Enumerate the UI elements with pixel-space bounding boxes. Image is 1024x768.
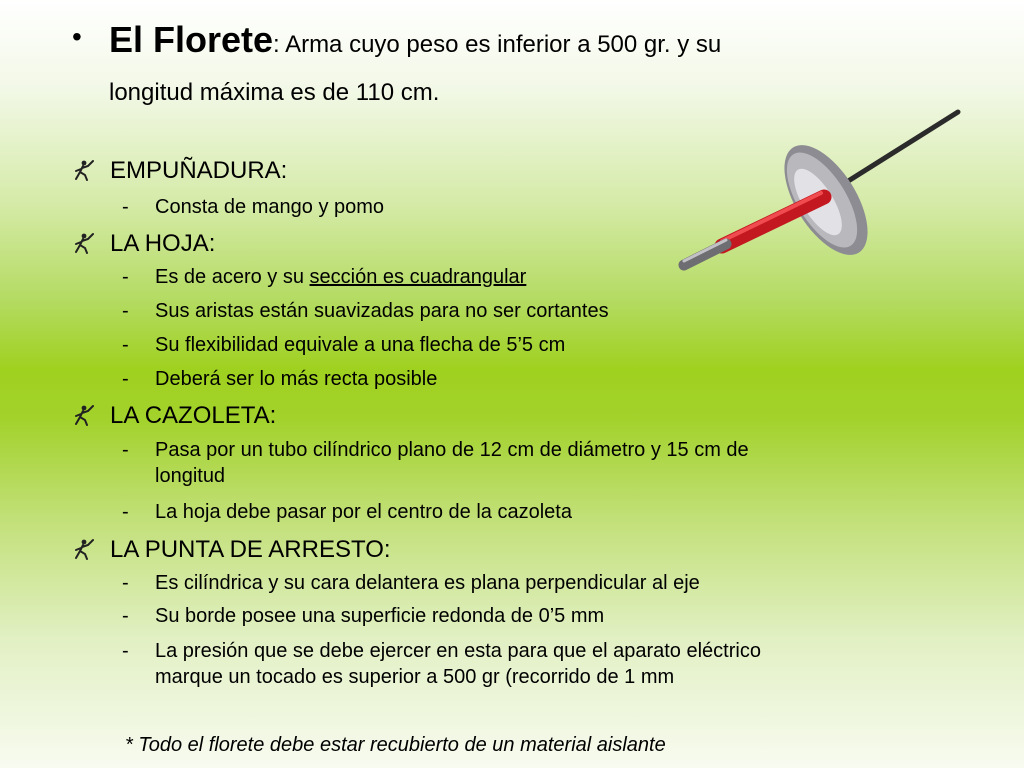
- list-dash: -: [122, 334, 129, 356]
- list-item-text: Sus aristas están suavizadas para no ser cortantes: [155, 300, 609, 322]
- fencer-icon: [72, 159, 94, 181]
- list-dash: -: [122, 368, 129, 390]
- list-item-prefix: Es de acero y su: [155, 266, 310, 288]
- list-item-underlined: sección es cuadrangular: [309, 266, 527, 288]
- list-item-text: Pasa por un tubo cilíndrico plano de 12 cm de diámetro y 15 cm de: [155, 439, 749, 461]
- list-dash: -: [122, 439, 129, 461]
- section-heading-text: LA CAZOLETA:: [110, 402, 277, 429]
- list-item-text: [155, 265, 945, 290]
- section-heading-text: LA HOJA:: [110, 230, 216, 257]
- list-item-text: La presión que se debe ejercer en esta para que el aparato eléctrico: [155, 640, 761, 662]
- list-dash: -: [122, 640, 129, 662]
- list-item-text: Su borde posee una superficie redonda de 0’5 mm: [155, 605, 605, 627]
- list-item-text: Consta de mango y pomo: [155, 196, 385, 218]
- list-item-text: Es cilíndrica y su cara delantera es plana perpendicular al eje: [155, 572, 700, 594]
- title-colon: :: [273, 31, 280, 58]
- list-dash: -: [122, 196, 129, 218]
- list-dash: -: [122, 266, 129, 288]
- title-rest: Arma cuyo peso es inferior a 500 gr. y su: [279, 31, 722, 58]
- section-heading-text: LA PUNTA DE ARRESTO:: [110, 536, 391, 563]
- section-heading: [72, 401, 276, 431]
- list-dash: -: [122, 501, 129, 523]
- list-item-text: La hoja debe pasar por el centro de la cazoleta: [155, 501, 572, 523]
- list-dash: -: [122, 572, 129, 594]
- list-item-text: marque un tocado es superior a 500 gr (recorrido de 1 mm: [155, 666, 675, 688]
- foil-weapon-icon: [676, 100, 966, 285]
- title-strong: El Florete: [109, 19, 274, 60]
- fencer-icon: [72, 232, 94, 254]
- list-item-text: Su flexibilidad equivale a una flecha de 5’5 cm: [155, 334, 566, 356]
- fencer-icon: [72, 404, 94, 426]
- section-heading: [72, 156, 287, 186]
- section-heading-text: EMPUÑADURA:: [110, 157, 288, 184]
- section-heading: [72, 229, 215, 259]
- title-bullet: •: [72, 21, 82, 52]
- list-dash: -: [122, 300, 129, 322]
- fencer-icon: [72, 538, 94, 560]
- list-item-text: longitud: [155, 465, 226, 487]
- section-heading: [72, 535, 391, 565]
- title-text: [109, 20, 969, 60]
- list-dash: -: [122, 605, 129, 627]
- title-line2: longitud máxima es de 110 cm.: [109, 79, 440, 106]
- list-item-text: Deberá ser lo más recta posible: [155, 368, 438, 390]
- footnote: * Todo el florete debe estar recubierto de un material aislante: [125, 734, 666, 756]
